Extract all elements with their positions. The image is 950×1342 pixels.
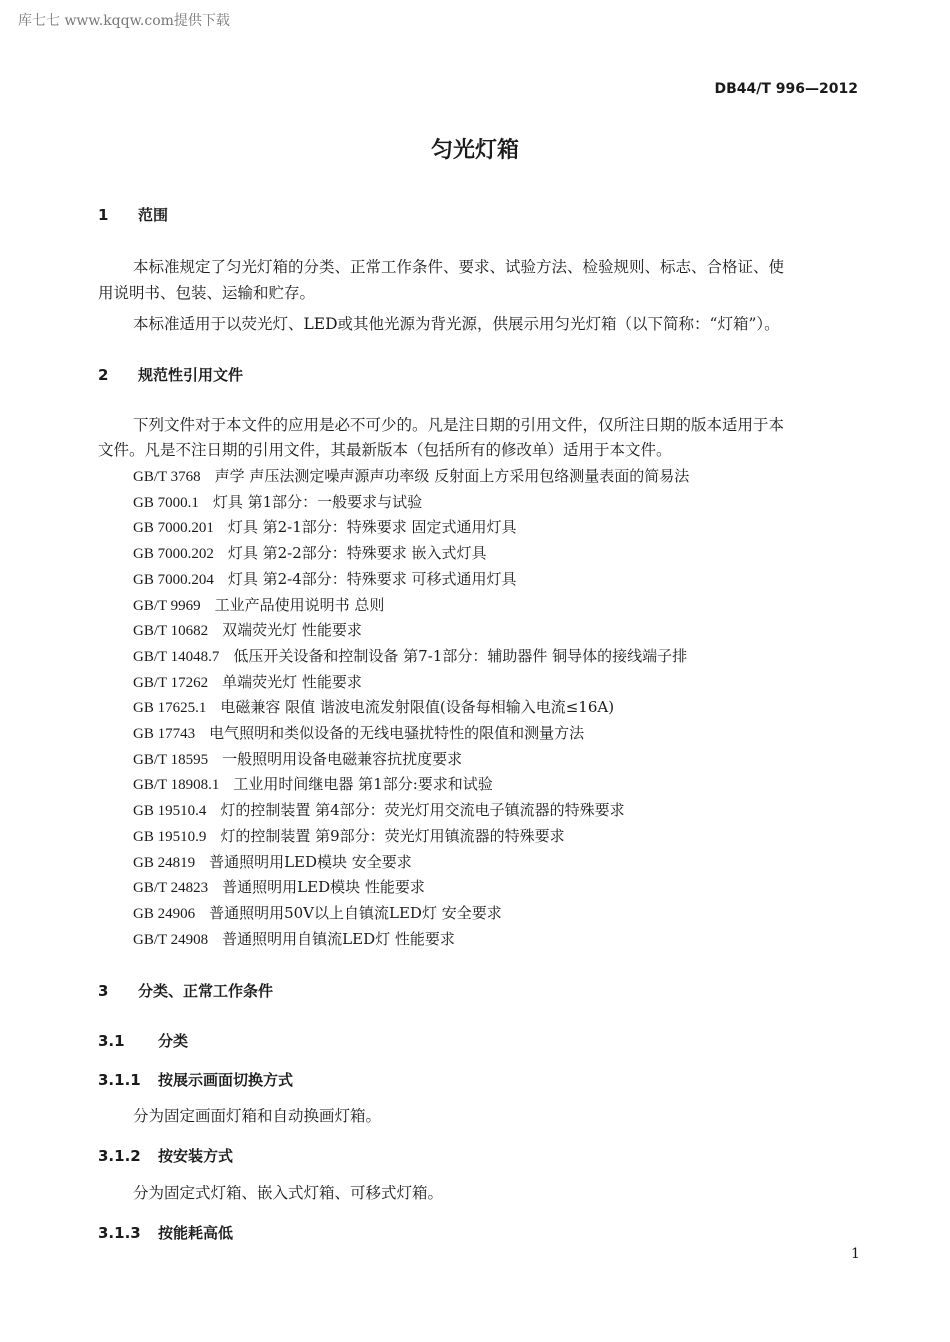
reference-item bbox=[133, 623, 362, 639]
section-2-heading bbox=[98, 368, 243, 383]
reference-title: 电气照明和类似设备的无线电骚扰特性的限值和测量方法 bbox=[209, 724, 585, 742]
section-number: 2 bbox=[98, 366, 109, 384]
reference-title: 普通照明用LED模块 性能要求 bbox=[222, 878, 425, 897]
reference-item bbox=[133, 880, 425, 896]
reference-title: 灯具 第1部分：一般要求与试验 bbox=[212, 492, 423, 511]
reference-code: GB/T 24823 bbox=[133, 880, 209, 897]
reference-code: GB 17625.1 bbox=[133, 700, 207, 717]
section-number: 3 bbox=[98, 982, 109, 1000]
section-title: 按安装方式 bbox=[158, 1147, 234, 1165]
section-3-1-heading bbox=[98, 1034, 188, 1049]
reference-title: 电磁兼容 限值 谐波电流发射限值(设备每相输入电流≤16A) bbox=[220, 698, 615, 717]
normative-intro-line-2: 文件。凡是不注日期的引用文件，其最新版本（包括所有的修改单）适用于本文件。 bbox=[98, 441, 672, 459]
reference-code: GB 7000.204 bbox=[133, 571, 214, 588]
reference-code: GB/T 18908.1 bbox=[133, 777, 220, 794]
classification-installation-text: 分为固定式灯箱、嵌入式灯箱、可移式灯箱。 bbox=[133, 1184, 444, 1202]
reference-code: GB 7000.202 bbox=[133, 546, 214, 563]
section-number: 3.1 bbox=[98, 1032, 125, 1050]
section-title: 分类 bbox=[158, 1032, 189, 1050]
reference-item bbox=[133, 672, 362, 691]
reference-code: GB/T 10682 bbox=[133, 623, 209, 640]
section-title: 范围 bbox=[138, 206, 169, 224]
standard-number: DB44/T 996—2012 bbox=[714, 81, 858, 97]
watermark: 库七七 www.kqqw.com提供下载 bbox=[18, 13, 230, 29]
reference-title: 灯的控制装置 第4部分：荧光灯用交流电子镇流器的特殊要求 bbox=[220, 801, 625, 820]
reference-code: GB 17743 bbox=[133, 726, 196, 742]
page-number: 1 bbox=[851, 1246, 860, 1262]
section-3-1-3-heading bbox=[98, 1226, 233, 1241]
reference-item bbox=[133, 492, 423, 511]
scope-paragraph-1-line-1: 本标准规定了匀光灯箱的分类、正常工作条件、要求、试验方法、检验规则、标志、合格证、使 bbox=[133, 258, 785, 276]
reference-title: 灯的控制装置 第9部分：荧光灯用镇流器的特殊要求 bbox=[220, 826, 565, 845]
section-number: 1 bbox=[98, 206, 109, 224]
reference-title: 普通照明用LED模块 安全要求 bbox=[209, 852, 412, 871]
reference-item bbox=[133, 520, 517, 536]
reference-item bbox=[133, 646, 688, 665]
reference-title: 双端荧光灯 性能要求 bbox=[222, 621, 362, 640]
reference-title: 普通照明用50V以上自镇流LED灯 安全要求 bbox=[209, 903, 502, 922]
section-title: 按能耗高低 bbox=[158, 1224, 234, 1242]
reference-item bbox=[133, 469, 689, 485]
reference-title: 低压开关设备和控制设备 第7-1部分：辅助器件 铜导体的接线端子排 bbox=[233, 646, 688, 665]
section-number: 3.1.2 bbox=[98, 1147, 141, 1165]
section-1-heading bbox=[98, 208, 168, 223]
reference-item bbox=[133, 546, 487, 562]
reference-title: 声学 声压法测定噪声源声功率级 反射面上方采用包络测量表面的简易法 bbox=[214, 467, 690, 485]
reference-item bbox=[133, 903, 502, 922]
scope-paragraph-2: 本标准适用于以荧光灯、LED或其他光源为背光源，供展示用匀光灯箱（以下简称：“灯箱”）。 bbox=[133, 315, 780, 333]
section-3-heading bbox=[98, 984, 273, 999]
reference-title: 工业产品使用说明书 总则 bbox=[214, 595, 385, 614]
reference-item bbox=[133, 569, 517, 588]
section-3-1-2-heading bbox=[98, 1149, 233, 1164]
reference-code: GB/T 24908 bbox=[133, 931, 209, 948]
reference-code: GB 7000.201 bbox=[133, 520, 214, 537]
reference-item bbox=[133, 826, 565, 845]
section-title: 规范性引用文件 bbox=[138, 366, 244, 384]
document-title: 匀光灯箱 bbox=[430, 137, 519, 163]
section-title: 分类、正常工作条件 bbox=[138, 982, 274, 1000]
reference-item bbox=[133, 749, 463, 768]
section-number: 3.1.3 bbox=[98, 1224, 141, 1242]
reference-item bbox=[133, 852, 412, 871]
reference-code: GB/T 14048.7 bbox=[133, 648, 220, 665]
reference-code: GB 19510.4 bbox=[133, 803, 207, 820]
reference-code: GB 24819 bbox=[133, 854, 196, 871]
reference-title: 灯具 第2-1部分：特殊要求 固定式通用灯具 bbox=[227, 518, 517, 537]
reference-title: 灯具 第2-4部分：特殊要求 可移式通用灯具 bbox=[227, 569, 517, 588]
reference-code: GB 7000.1 bbox=[133, 494, 199, 511]
scope-paragraph-1-line-2: 用说明书、包装、运输和贮存。 bbox=[98, 284, 316, 302]
reference-title: 单端荧光灯 性能要求 bbox=[222, 672, 362, 691]
section-number: 3.1.1 bbox=[98, 1071, 141, 1089]
reference-code: GB 24906 bbox=[133, 905, 196, 922]
section-title: 按展示画面切换方式 bbox=[158, 1071, 294, 1089]
reference-item bbox=[133, 726, 584, 742]
reference-code: GB/T 9969 bbox=[133, 597, 201, 614]
reference-title: 一般照明用设备电磁兼容抗扰度要求 bbox=[222, 749, 463, 768]
reference-title: 工业用时间继电器 第1部分:要求和试验 bbox=[233, 775, 493, 794]
reference-item bbox=[133, 700, 614, 716]
reference-code: GB/T 17262 bbox=[133, 674, 209, 691]
reference-item bbox=[133, 803, 625, 819]
reference-code: GB/T 3768 bbox=[133, 469, 201, 485]
classification-switching-text: 分为固定画面灯箱和自动换画灯箱。 bbox=[133, 1107, 382, 1125]
normative-intro-line-1: 下列文件对于本文件的应用是必不可少的。凡是注日期的引用文件，仅所注日期的版本适用于本 bbox=[133, 416, 785, 434]
reference-title: 普通照明用自镇流LED灯 性能要求 bbox=[222, 929, 455, 948]
reference-title: 灯具 第2-2部分：特殊要求 嵌入式灯具 bbox=[227, 544, 487, 563]
section-3-1-1-heading bbox=[98, 1073, 293, 1088]
reference-code: GB/T 18595 bbox=[133, 751, 209, 768]
reference-code: GB 19510.9 bbox=[133, 828, 207, 845]
reference-item bbox=[133, 929, 455, 948]
reference-item bbox=[133, 595, 385, 614]
reference-item bbox=[133, 777, 493, 793]
